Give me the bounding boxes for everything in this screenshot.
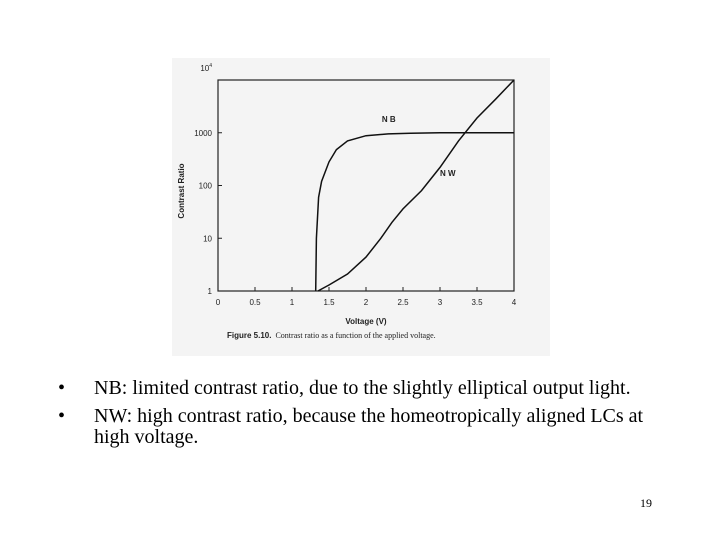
series-label-nw: N W [440, 169, 456, 179]
x-tick-label: 0.5 [249, 298, 261, 307]
x-tick-label: 3.5 [471, 298, 483, 307]
x-tick-label: 3 [437, 298, 443, 307]
x-tick-label: 4 [511, 298, 517, 307]
bullet-item-nb [58, 378, 668, 399]
y-tick-label: 1000 [194, 128, 212, 138]
figure-caption-text: Contrast ratio as a function of the applied voltage. [275, 331, 436, 340]
bullet-icon: • [58, 405, 66, 427]
bullet-icon: • [58, 377, 66, 399]
x-tick-label: 2 [363, 298, 369, 307]
x-tick-label: 1.5 [323, 298, 335, 307]
figure [172, 58, 550, 356]
x-tick-label: 0 [215, 298, 221, 307]
chart-svg [172, 58, 550, 356]
series-line-nw [318, 80, 514, 291]
figure-caption-label: Figure 5.10. [227, 331, 272, 340]
series-line-nb [316, 133, 514, 291]
y-axis-label: Contrast Ratio [177, 163, 186, 219]
series-label-nb: N B [381, 114, 396, 124]
figure-caption [227, 331, 436, 340]
bullet-item-nw [58, 406, 668, 448]
x-tick-label: 1 [289, 298, 295, 307]
plot-frame [218, 80, 514, 291]
y-tick-label: 1 [207, 287, 212, 296]
x-axis-label: Voltage (V) [345, 317, 387, 326]
y-tick-label: 10 [203, 234, 212, 244]
y-tick-label-top: $10^4$ [200, 63, 212, 73]
bullet-text-nb: NB: limited contrast ratio, due to the slightly elliptical output light. [94, 377, 631, 399]
page-number: 19 [640, 496, 652, 510]
y-tick-label: 100 [198, 181, 212, 191]
bullet-list [58, 378, 668, 455]
bullet-text-nw: NW: high contrast ratio, because the homeotropically aligned LCs at high voltage. [94, 405, 644, 448]
x-tick-label: 2.5 [397, 298, 409, 307]
